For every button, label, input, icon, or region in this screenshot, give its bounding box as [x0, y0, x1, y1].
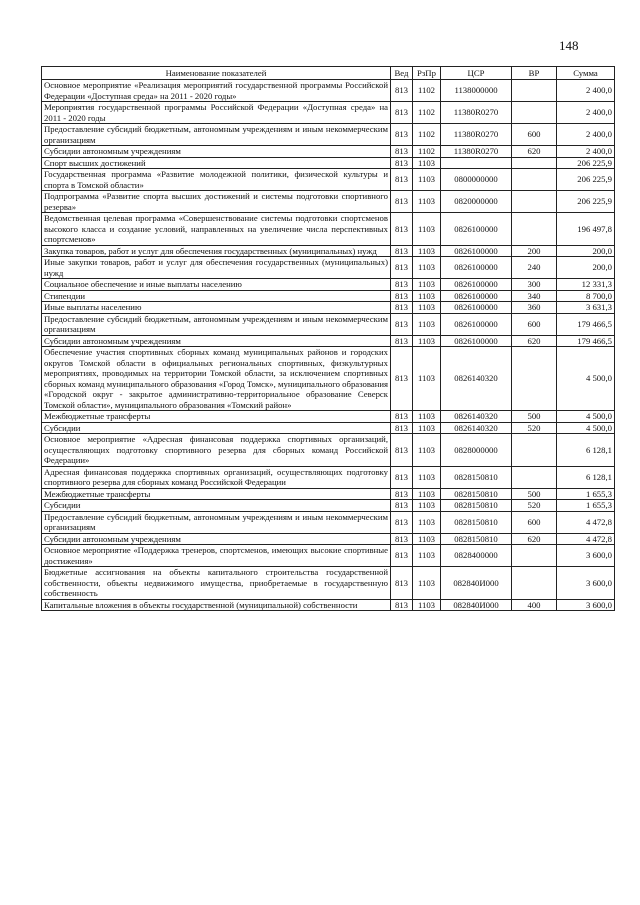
cell-vr: [512, 213, 557, 246]
header-csr: ЦСР: [441, 67, 512, 80]
cell-ved: 813: [391, 290, 413, 302]
cell-rzpr: 1102: [413, 80, 441, 102]
cell-vr: [512, 466, 557, 488]
cell-name: Основное мероприятие «Адресная финансовая поддержка спортивных организаций, осуществляющих подготовку спортивного резерва для сборных команд Российской Федерации»: [42, 434, 391, 467]
table-row: [42, 411, 615, 423]
header-ved: Вед: [391, 67, 413, 80]
cell-name: Субсидии: [42, 422, 391, 434]
cell-name: Закупка товаров, работ и услуг для обеспечения государственных (муниципальных) нужд: [42, 245, 391, 257]
cell-sum: 206 225,9: [557, 157, 615, 169]
cell-sum: 1 655,3: [557, 500, 615, 512]
cell-ved: 813: [391, 157, 413, 169]
table-row: [42, 567, 615, 600]
cell-sum: 4 500,0: [557, 347, 615, 411]
cell-ved: 813: [391, 257, 413, 279]
table-row: [42, 257, 615, 279]
cell-rzpr: 1103: [413, 347, 441, 411]
table-row: [42, 347, 615, 411]
cell-name: Бюджетные ассигнования на объекты капитального строительства государственной собственности, объекты недвижимого имущества, приобретаемые в государственную собственность: [42, 567, 391, 600]
cell-vr: 600: [512, 313, 557, 335]
cell-sum: 8 700,0: [557, 290, 615, 302]
cell-csr: 0826100000: [441, 257, 512, 279]
cell-sum: 2 400,0: [557, 146, 615, 158]
table-row: [42, 466, 615, 488]
table-row: [42, 422, 615, 434]
cell-name: Субсидии автономным учреждениям: [42, 146, 391, 158]
cell-name: Предоставление субсидий бюджетным, автономным учреждениям и иным некоммерческим организациям: [42, 511, 391, 533]
cell-name: Основное мероприятие «Реализация мероприятий государственной программы Российской Федерации «Доступная среда» на 2011 - 2020 годы»: [42, 80, 391, 102]
cell-csr: 0820000000: [441, 191, 512, 213]
table-row: [42, 533, 615, 545]
cell-csr: 0828150810: [441, 500, 512, 512]
cell-name: Межбюджетные трансферты: [42, 488, 391, 500]
cell-ved: 813: [391, 302, 413, 314]
cell-sum: 4 500,0: [557, 411, 615, 423]
cell-ved: 813: [391, 411, 413, 423]
cell-vr: 300: [512, 279, 557, 291]
cell-name: Иные выплаты населению: [42, 302, 391, 314]
cell-name: Основное мероприятие «Поддержка тренеров, спортсменов, имеющих высокие спортивные достижения»: [42, 545, 391, 567]
table-row: [42, 488, 615, 500]
cell-csr: 11380R0270: [441, 124, 512, 146]
table-row: [42, 102, 615, 124]
cell-ved: 813: [391, 511, 413, 533]
cell-vr: [512, 157, 557, 169]
cell-rzpr: 1102: [413, 124, 441, 146]
cell-rzpr: 1103: [413, 511, 441, 533]
cell-ved: 813: [391, 567, 413, 600]
cell-name: Предоставление субсидий бюджетным, автономным учреждениям и иным некоммерческим организациям: [42, 313, 391, 335]
cell-vr: [512, 191, 557, 213]
table-row: [42, 511, 615, 533]
cell-csr: 0826140320: [441, 422, 512, 434]
cell-sum: 206 225,9: [557, 191, 615, 213]
cell-ved: 813: [391, 146, 413, 158]
cell-rzpr: 1102: [413, 102, 441, 124]
cell-ved: 813: [391, 599, 413, 611]
cell-name: Иные закупки товаров, работ и услуг для обеспечения государственных (муниципальных) нужд: [42, 257, 391, 279]
cell-rzpr: 1103: [413, 191, 441, 213]
table-row: [42, 302, 615, 314]
cell-name: Ведомственная целевая программа «Совершенствование системы подготовки спортсменов высокого класса и создание условий, направленных на увеличение числа перспективных спортсменов»: [42, 213, 391, 246]
cell-csr: 0826100000: [441, 313, 512, 335]
cell-csr: 0826100000: [441, 302, 512, 314]
cell-rzpr: 1103: [413, 567, 441, 600]
cell-sum: 200,0: [557, 245, 615, 257]
cell-vr: [512, 347, 557, 411]
cell-rzpr: 1103: [413, 157, 441, 169]
cell-csr: 11380R0270: [441, 102, 512, 124]
table-row: [42, 80, 615, 102]
cell-sum: 1 655,3: [557, 488, 615, 500]
cell-rzpr: 1103: [413, 545, 441, 567]
table-row: [42, 434, 615, 467]
table-row: [42, 599, 615, 611]
cell-sum: 2 400,0: [557, 80, 615, 102]
cell-vr: 520: [512, 422, 557, 434]
cell-ved: 813: [391, 245, 413, 257]
cell-csr: 0828150810: [441, 466, 512, 488]
table-row: [42, 146, 615, 158]
cell-vr: 620: [512, 533, 557, 545]
cell-rzpr: 1103: [413, 290, 441, 302]
cell-vr: 500: [512, 488, 557, 500]
cell-sum: 3 600,0: [557, 545, 615, 567]
cell-rzpr: 1103: [413, 245, 441, 257]
cell-ved: 813: [391, 102, 413, 124]
cell-ved: 813: [391, 191, 413, 213]
cell-rzpr: 1103: [413, 434, 441, 467]
cell-vr: 240: [512, 257, 557, 279]
cell-name: Субсидии автономным учреждениям: [42, 533, 391, 545]
cell-csr: 0828400000: [441, 545, 512, 567]
cell-sum: 179 466,5: [557, 335, 615, 347]
cell-ved: 813: [391, 488, 413, 500]
cell-rzpr: 1102: [413, 146, 441, 158]
cell-ved: 813: [391, 213, 413, 246]
table-header-row: [42, 67, 615, 80]
cell-csr: 0828000000: [441, 434, 512, 467]
cell-rzpr: 1103: [413, 313, 441, 335]
cell-vr: [512, 80, 557, 102]
cell-name: Мероприятия государственной программы Российской Федерации «Доступная среда» на 2011 - 2020 годы: [42, 102, 391, 124]
cell-rzpr: 1103: [413, 279, 441, 291]
cell-sum: 3 600,0: [557, 567, 615, 600]
table-row: [42, 290, 615, 302]
cell-ved: 813: [391, 313, 413, 335]
cell-csr: 082840И000: [441, 599, 512, 611]
cell-sum: 200,0: [557, 257, 615, 279]
cell-name: Предоставление субсидий бюджетным, автономным учреждениям и иным некоммерческим организациям: [42, 124, 391, 146]
cell-rzpr: 1103: [413, 466, 441, 488]
cell-vr: 600: [512, 511, 557, 533]
cell-vr: [512, 169, 557, 191]
cell-csr: 0826100000: [441, 335, 512, 347]
cell-name: Социальное обеспечение и иные выплаты населению: [42, 279, 391, 291]
cell-rzpr: 1103: [413, 488, 441, 500]
page-number: 148: [559, 38, 579, 53]
cell-ved: 813: [391, 466, 413, 488]
table-row: [42, 124, 615, 146]
table-row: [42, 279, 615, 291]
cell-rzpr: 1103: [413, 213, 441, 246]
cell-ved: 813: [391, 80, 413, 102]
cell-sum: 196 497,8: [557, 213, 615, 246]
cell-rzpr: 1103: [413, 335, 441, 347]
cell-csr: 0826140320: [441, 347, 512, 411]
cell-ved: 813: [391, 500, 413, 512]
cell-ved: 813: [391, 124, 413, 146]
cell-csr: 0828150810: [441, 488, 512, 500]
cell-rzpr: 1103: [413, 411, 441, 423]
cell-name: Субсидии автономным учреждениям: [42, 335, 391, 347]
cell-ved: 813: [391, 545, 413, 567]
cell-ved: 813: [391, 279, 413, 291]
cell-ved: 813: [391, 335, 413, 347]
cell-sum: 179 466,5: [557, 313, 615, 335]
cell-vr: 360: [512, 302, 557, 314]
cell-name: Межбюджетные трансферты: [42, 411, 391, 423]
cell-csr: 0826100000: [441, 279, 512, 291]
cell-sum: 2 400,0: [557, 124, 615, 146]
cell-sum: 6 128,1: [557, 434, 615, 467]
cell-name: Стипендии: [42, 290, 391, 302]
header-name: Наименование показателей: [42, 67, 391, 80]
cell-sum: 12 331,3: [557, 279, 615, 291]
cell-name: Подпрограмма «Развитие спорта высших достижений и системы подготовки спортивного резерва»: [42, 191, 391, 213]
table-row: [42, 545, 615, 567]
cell-csr: 0826100000: [441, 245, 512, 257]
cell-rzpr: 1103: [413, 533, 441, 545]
table-row: [42, 157, 615, 169]
cell-vr: 500: [512, 411, 557, 423]
cell-vr: 620: [512, 146, 557, 158]
cell-name: Адресная финансовая поддержка спортивных организаций, осуществляющих подготовку спортивного резерва для сборных команд Российской Федерации: [42, 466, 391, 488]
budget-table: [41, 66, 615, 611]
cell-vr: 200: [512, 245, 557, 257]
cell-vr: [512, 434, 557, 467]
cell-rzpr: 1103: [413, 599, 441, 611]
cell-vr: [512, 567, 557, 600]
cell-csr: 0826140320: [441, 411, 512, 423]
cell-vr: 620: [512, 335, 557, 347]
cell-csr: 0800000000: [441, 169, 512, 191]
cell-ved: 813: [391, 169, 413, 191]
cell-rzpr: 1103: [413, 257, 441, 279]
cell-csr: 082840И000: [441, 567, 512, 600]
cell-vr: 340: [512, 290, 557, 302]
cell-csr: 11380R0270: [441, 146, 512, 158]
cell-vr: 520: [512, 500, 557, 512]
cell-csr: [441, 157, 512, 169]
cell-name: Обеспечение участия спортивных сборных команд муниципальных районов и городских округов Томской области в официальных региональных спортивных, физкультурных мероприятиях, проводимых на территории Томской области, за исключением спортивных сборных команд муниципального образования «Город Томск», муниципального образования «Городской округ - закрытое административно-территориальное образование Северск Томской области», муниципального образования «Томский район»: [42, 347, 391, 411]
header-vr: ВР: [512, 67, 557, 80]
table-row: [42, 213, 615, 246]
cell-sum: 3 631,3: [557, 302, 615, 314]
cell-sum: 4 472,8: [557, 511, 615, 533]
cell-ved: 813: [391, 533, 413, 545]
table-row: [42, 169, 615, 191]
cell-csr: 0828150810: [441, 533, 512, 545]
table-row: [42, 500, 615, 512]
cell-sum: 4 472,8: [557, 533, 615, 545]
cell-vr: [512, 545, 557, 567]
cell-ved: 813: [391, 434, 413, 467]
cell-csr: 0828150810: [441, 511, 512, 533]
cell-sum: 4 500,0: [557, 422, 615, 434]
cell-rzpr: 1103: [413, 169, 441, 191]
cell-name: Субсидии: [42, 500, 391, 512]
cell-rzpr: 1103: [413, 422, 441, 434]
cell-ved: 813: [391, 347, 413, 411]
cell-name: Государственная программа «Развитие молодежной политики, физической культуры и спорта в Томской области»: [42, 169, 391, 191]
cell-rzpr: 1103: [413, 500, 441, 512]
cell-csr: 1138000000: [441, 80, 512, 102]
cell-csr: 0826100000: [441, 213, 512, 246]
header-sum: Сумма: [557, 67, 615, 80]
cell-sum: 2 400,0: [557, 102, 615, 124]
cell-name: Спорт высших достижений: [42, 157, 391, 169]
header-rzpr: РзПр: [413, 67, 441, 80]
table-row: [42, 245, 615, 257]
cell-ved: 813: [391, 422, 413, 434]
table-row: [42, 191, 615, 213]
table-row: [42, 313, 615, 335]
cell-vr: 400: [512, 599, 557, 611]
cell-sum: 6 128,1: [557, 466, 615, 488]
table-row: [42, 335, 615, 347]
cell-sum: 206 225,9: [557, 169, 615, 191]
cell-vr: 600: [512, 124, 557, 146]
cell-sum: 3 600,0: [557, 599, 615, 611]
cell-vr: [512, 102, 557, 124]
cell-name: Капитальные вложения в объекты государственной (муниципальной) собственности: [42, 599, 391, 611]
cell-csr: 0826100000: [441, 290, 512, 302]
cell-rzpr: 1103: [413, 302, 441, 314]
